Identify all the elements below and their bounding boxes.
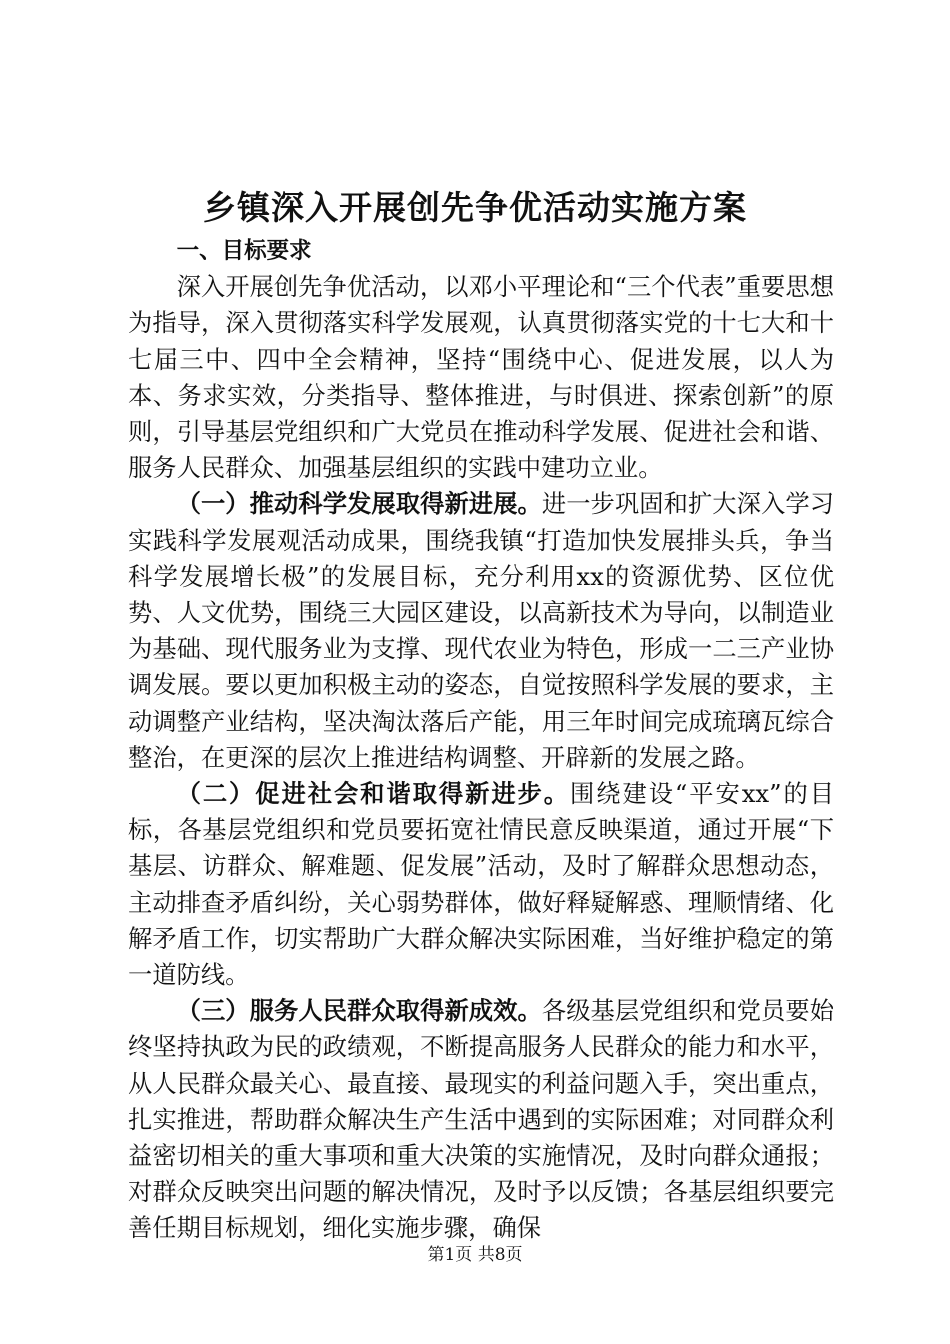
item-heading-3: （三）服务人民群众取得新成效。 — [176, 996, 542, 1026]
item-text-1: 进一步巩固和扩大深入学习实践科学发展观活动成果，围绕我镇“打造加快发展排头兵，争当科学发展增长极”的发展目标，充分利用xx的资源优势、区位优势、人文优势，围绕三大园区建设，以高新技术为导向，以制造业为基础、现代服务业为支撑、现代农业为特色，形成一二三产业协调发展。要以更加积极主动的姿态，自觉按照科学发展的要求，主动调整产业结构，坚决淘汰落后产能，用三年时间完成琉璃瓦综合整治，在更深的层次上推进结构调整、开辟新的发展之路。 — [128, 489, 835, 772]
document-title: 乡镇深入开展创先争优活动实施方案 — [203, 188, 747, 227]
item-heading-1: （一）推动科学发展取得新进展。 — [176, 489, 542, 519]
item-heading-2: （二）促进社会和谐取得新进步。 — [176, 779, 571, 809]
item-text-2: 围绕建设“平安xx”的目标，各基层党组织和党员要拓宽社情民意反映渠道，通过开展“下基层、访群众、解难题、促发展”活动，及时了解群众思想动态，主动排查矛盾纠纷，关心弱势群体，做好释疑解惑、理顺情绪、化解矛盾工作，切实帮助广大群众解决实际困难，当好维护稳定的第一道防线。 — [128, 779, 835, 990]
item-text-3: 各级基层党组织和党员要始终坚持执政为民的政绩观，不断提高服务人民群众的能力和水平，从人民群众最关心、最直接、最现实的利益问题入手，突出重点，扎实推进，帮助群众解决生产生活中遇到的实际困难；对同群众利益密切相关的重大事项和重大决策的实施情况，及时向群众通报；对群众反映突出问题的解决情况，及时予以反馈；各基层组织要完善任期目标规划，细化实施步骤，确保 — [128, 996, 835, 1243]
page-footer: 第1页 共8页 — [427, 1245, 523, 1265]
item-paragraph-2 — [128, 776, 834, 993]
section-heading — [128, 232, 834, 269]
section-heading-text: 一、目标要求 — [176, 238, 312, 264]
item-paragraph-3 — [128, 993, 834, 1246]
document-body — [128, 232, 834, 1247]
item-paragraph-1 — [128, 486, 834, 776]
intro-paragraph: 深入开展创先争优活动，以邓小平理论和“三个代表”重要思想为指导，深入贯彻落实科学发展观，认真贯彻落实党的十七大和十七届三中、四中全会精神，坚持“围绕中心、促进发展，以人为本、务求实效，分类指导、整体推进，与时俱进、探索创新”的原则，引导基层党组织和广大党员在推动科学发展、促进社会和谐、服务人民群众、加强基层组织的实践中建功立业。 — [128, 272, 834, 483]
